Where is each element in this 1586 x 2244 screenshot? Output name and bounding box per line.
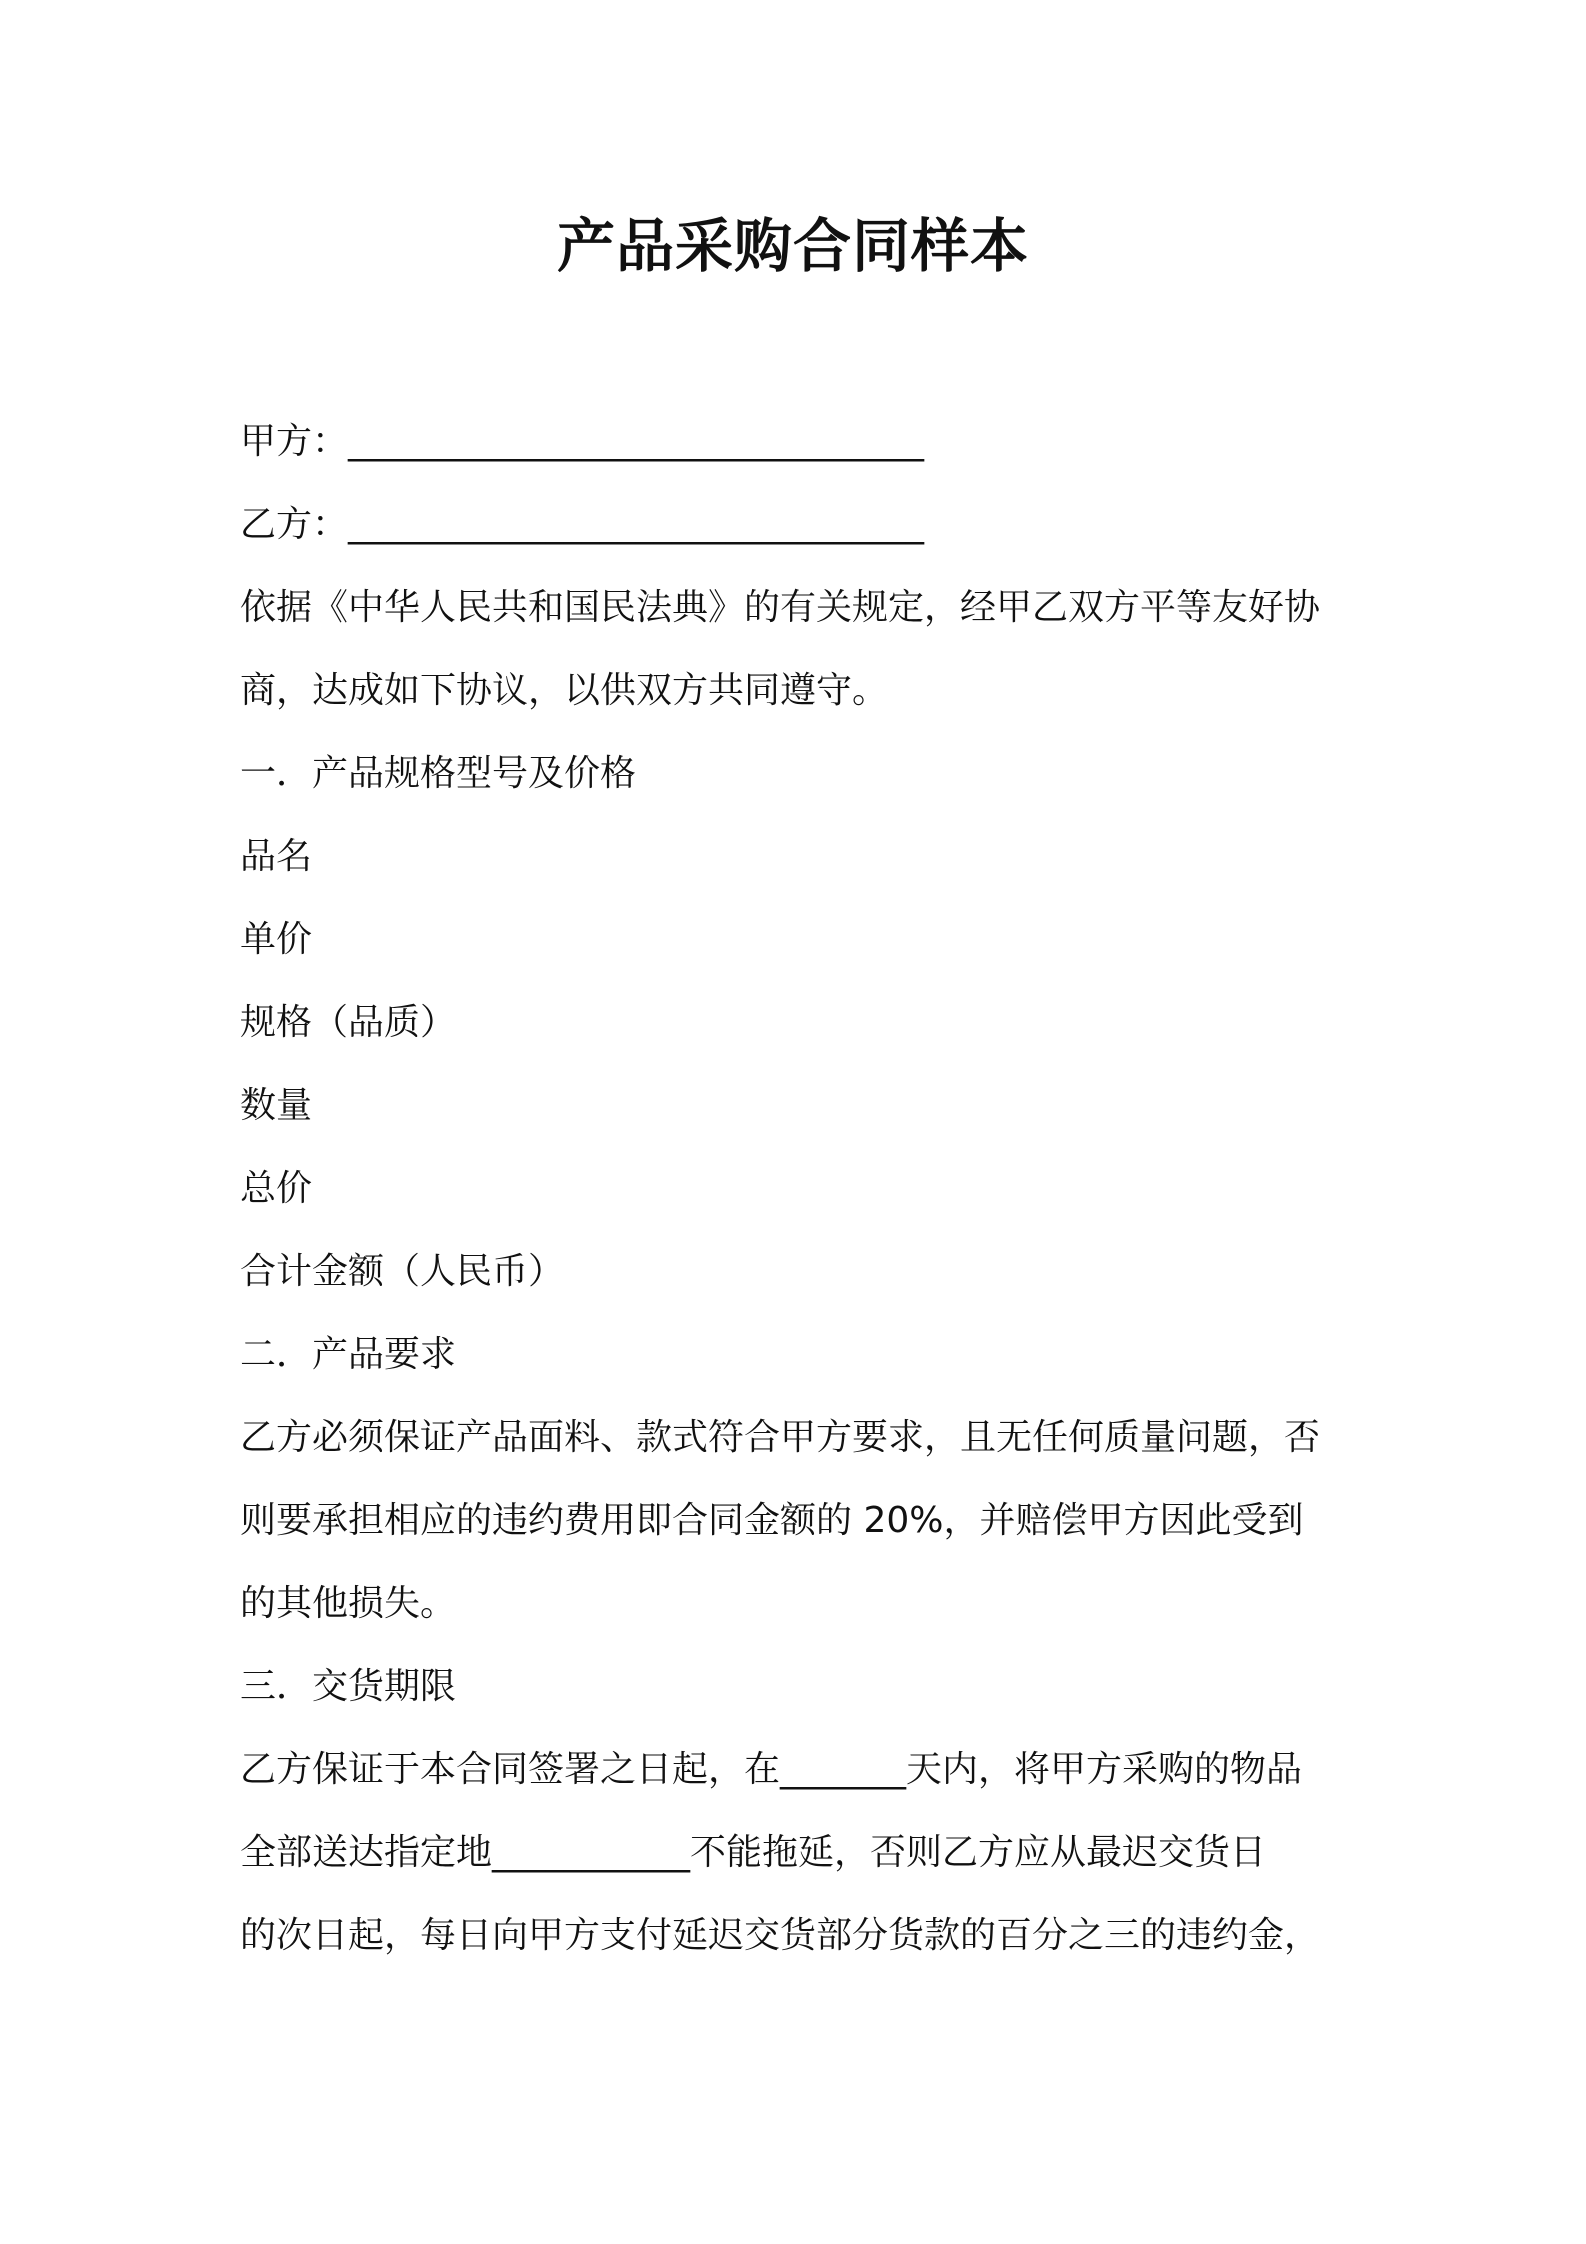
preamble-line-2: 商，达成如下协议，以供双方共同遵守。 [240,670,889,711]
field-specification: 规格（品质） [240,1002,457,1043]
section-3-text-line-2: 全部送达指定地___________不能拖延，否则乙方应从最迟交货日 [240,1832,1267,1873]
field-total-price: 总价 [240,1168,313,1209]
section-2-text-line-3: 的其他损失。 [240,1583,457,1624]
document-body [240,400,1350,1977]
section-2-heading: 二．产品要求 [240,1334,457,1375]
document-title: 产品采购合同样本 [556,212,1029,280]
section-3-text-line-3: 的次日起，每日向甲方支付延迟交货部分货款的百分之三的违约金， [240,1915,1321,1956]
party-b-line: 乙方：________________________________ [240,504,925,545]
section-2-text-line-2: 则要承担相应的违约费用即合同金额的 20%，并赔偿甲方因此受到 [240,1500,1304,1541]
preamble-line-1: 依据《中华人民共和国民法典》的有关规定，经甲乙双方平等友好协 [240,587,1321,628]
field-quantity: 数量 [240,1085,313,1126]
party-a-line: 甲方：________________________________ [240,421,925,462]
section-1-heading: 一．产品规格型号及价格 [240,753,637,794]
section-2-text-line-1: 乙方必须保证产品面料、款式符合甲方要求，且无任何质量问题，否 [240,1417,1321,1458]
section-3-text-line-1: 乙方保证于本合同签署之日起，在_______天内，将甲方采购的物品 [240,1749,1303,1790]
field-unit-price: 单价 [240,919,313,960]
field-product-name: 品名 [240,836,313,877]
section-3-heading: 三．交货期限 [240,1666,457,1707]
field-total-amount: 合计金额（人民币） [240,1251,565,1292]
